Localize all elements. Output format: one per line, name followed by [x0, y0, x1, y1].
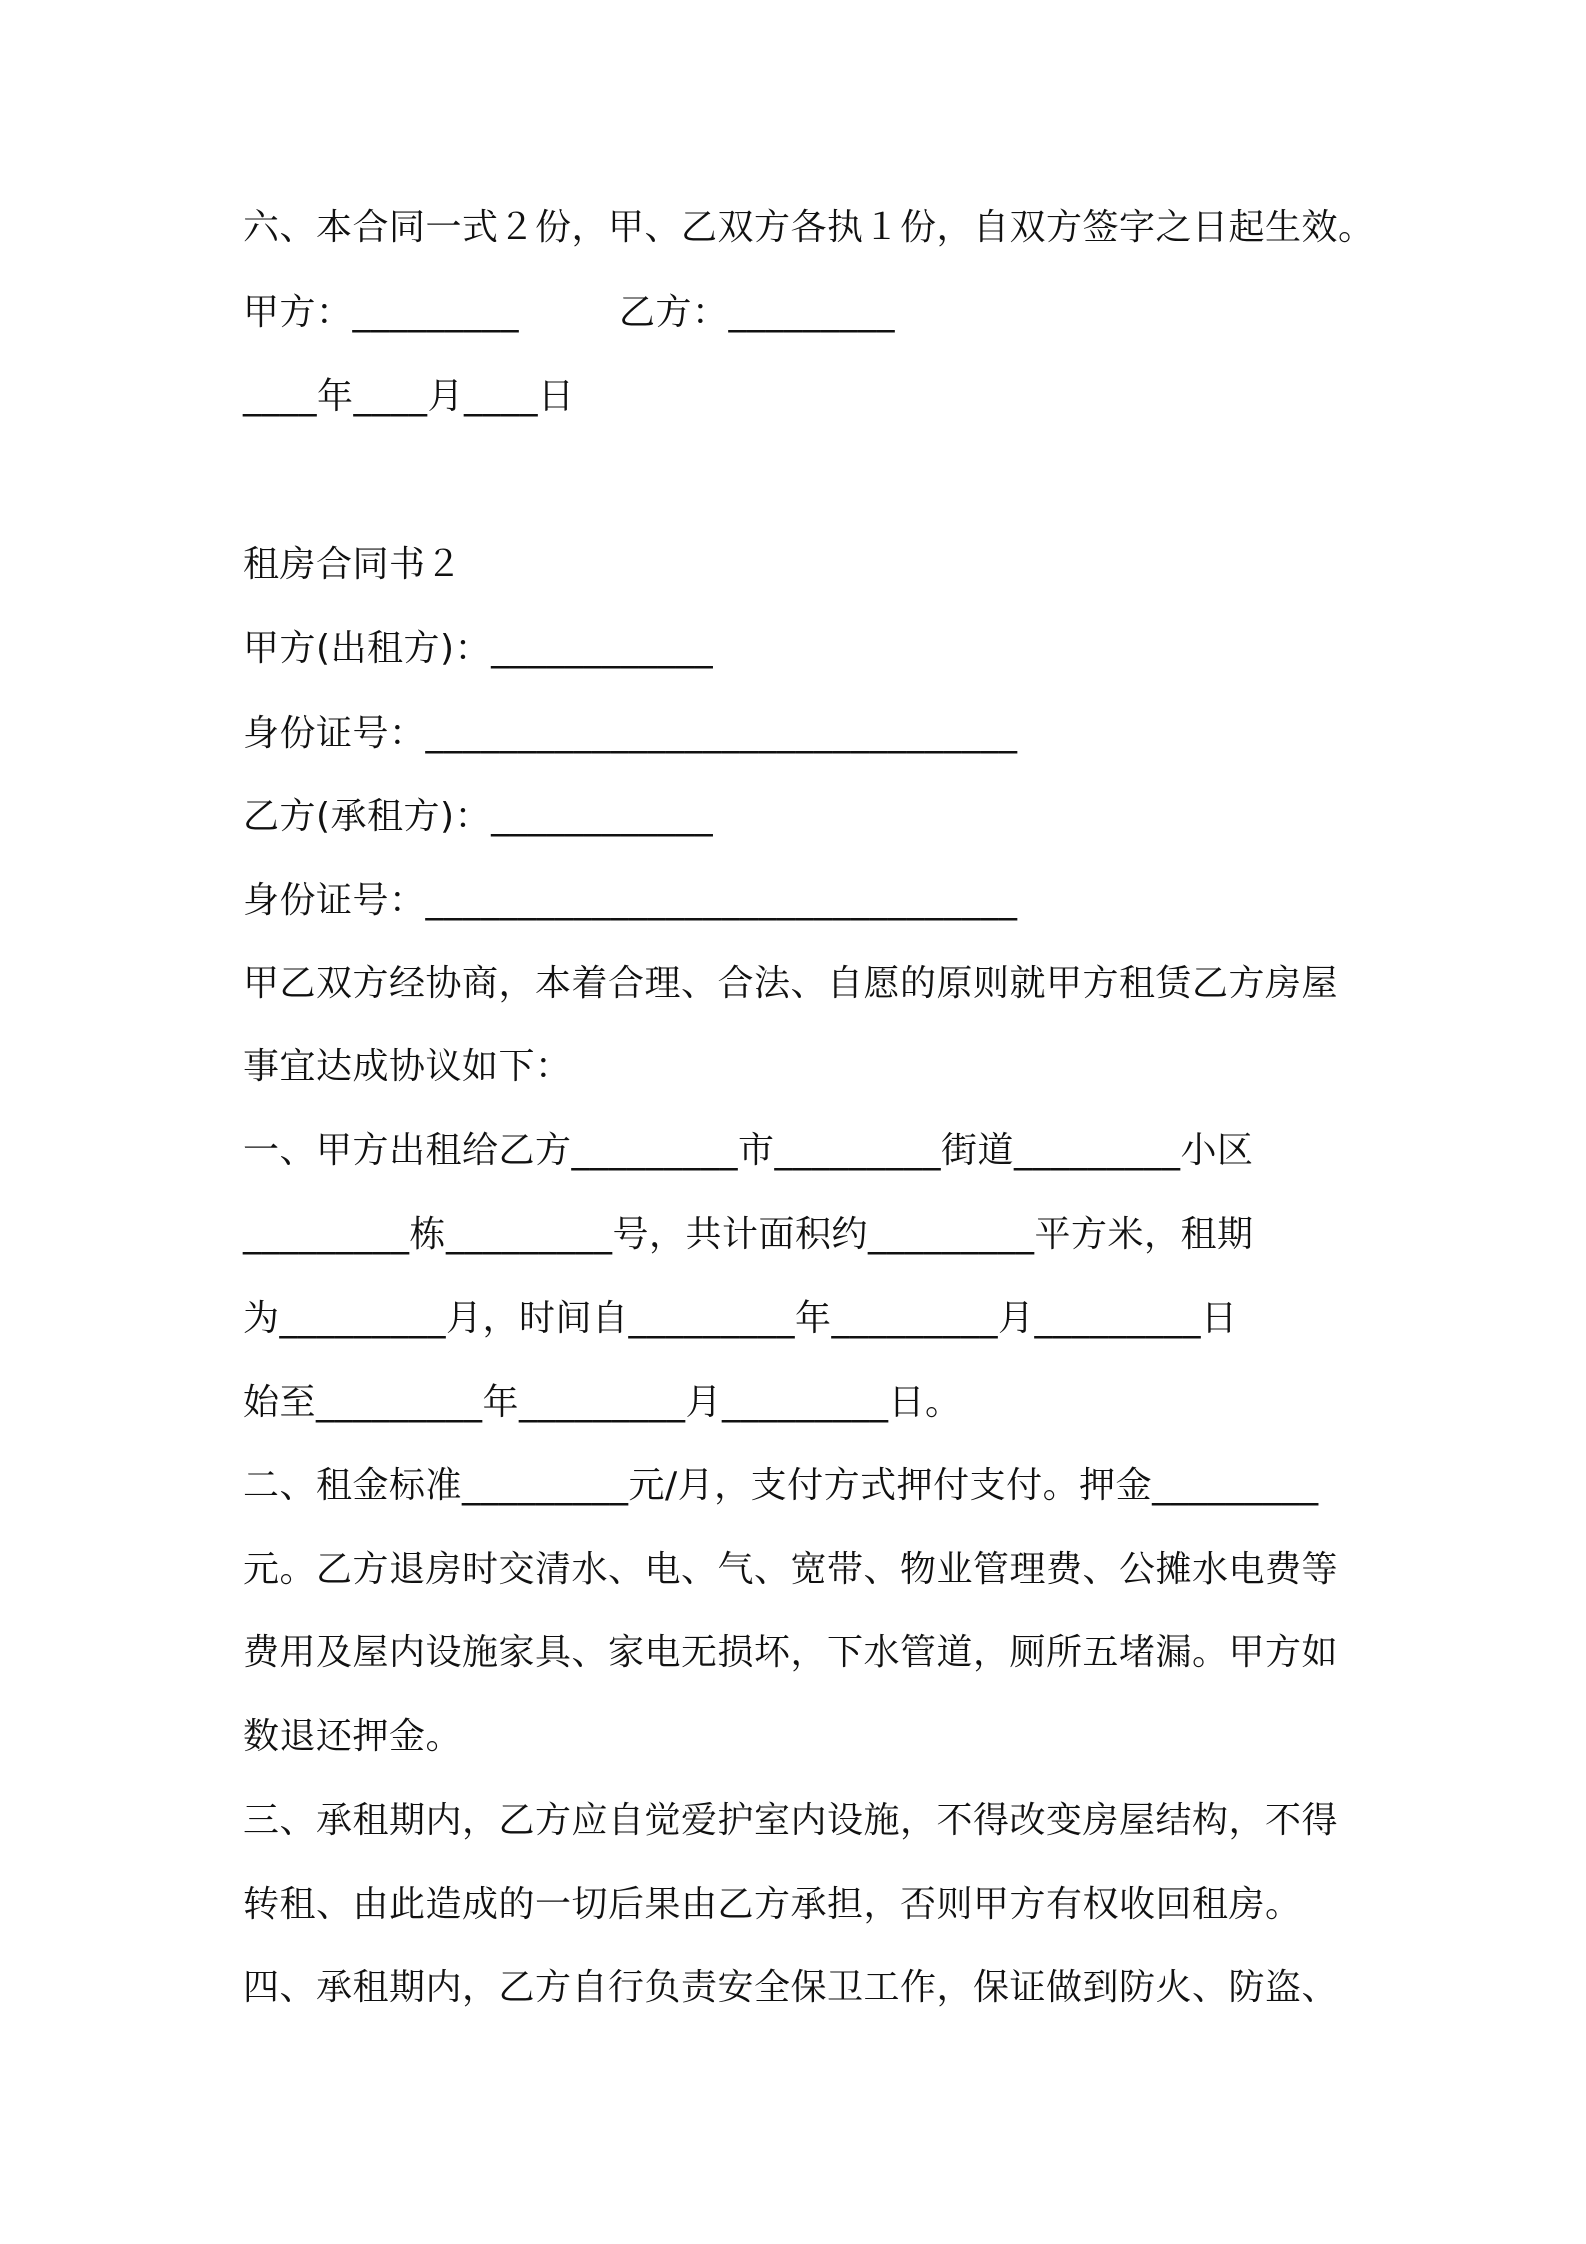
clause-two-line-1: 二、租金标准_________元/月，支付方式押付支付。押金_________	[243, 1465, 1319, 1506]
signature-row	[243, 291, 1363, 335]
clause-one-line-4: 始至_________年_________月_________日。	[243, 1382, 962, 1423]
lessor-id-line: 身份证号：________________________________	[243, 713, 1018, 754]
clause-two-line-3: 费用及屋内设施家具、家电无损坏，下水管道，厕所五堵漏。甲方如	[243, 1632, 1339, 1673]
clause-one-line-2: _________栋_________号，共计面积约_________平方米，租期	[243, 1214, 1254, 1255]
party-a-signature: 甲方：_________	[243, 292, 520, 333]
clause-three-line-1: 三、承租期内，乙方应自觉爱护室内设施，不得改变房屋结构，不得	[243, 1800, 1339, 1841]
clause-three-line-2: 转租、由此造成的一切后果由乙方承担，否则甲方有权收回租房。	[243, 1884, 1302, 1925]
clause-six: 六、本合同一式２份，甲、乙双方各执１份，自双方签字之日起生效。	[243, 207, 1375, 248]
party-b-signature: 乙方：_________	[619, 292, 896, 333]
date-line: ____年____月____日	[243, 376, 575, 417]
clause-one-line-3: 为_________月，时间自_________年_________月_________日	[243, 1298, 1238, 1339]
clause-four-line-1: 四、承租期内，乙方自行负责安全保卫工作，保证做到防火、防盗、	[243, 1967, 1339, 2008]
intro-paragraph-line-1: 甲乙双方经协商，本着合理、合法、自愿的原则就甲方租赁乙方房屋	[243, 963, 1339, 1004]
lessor-line: 甲方(出租方)：____________	[243, 628, 714, 669]
intro-paragraph-line-2: 事宜达成协议如下：	[243, 1046, 572, 1087]
clause-two-line-2: 元。乙方退房时交清水、电、气、宽带、物业管理费、公摊水电费等	[243, 1549, 1339, 1590]
contract-title: 租房合同书２	[243, 544, 463, 585]
lessee-line: 乙方(承租方)：____________	[243, 796, 714, 837]
lessee-id-line: 身份证号：________________________________	[243, 880, 1018, 921]
clause-two-line-4: 数退还押金。	[243, 1716, 463, 1757]
clause-one-line-1: 一、甲方出租给乙方_________市_________街道_________小区	[243, 1130, 1254, 1171]
